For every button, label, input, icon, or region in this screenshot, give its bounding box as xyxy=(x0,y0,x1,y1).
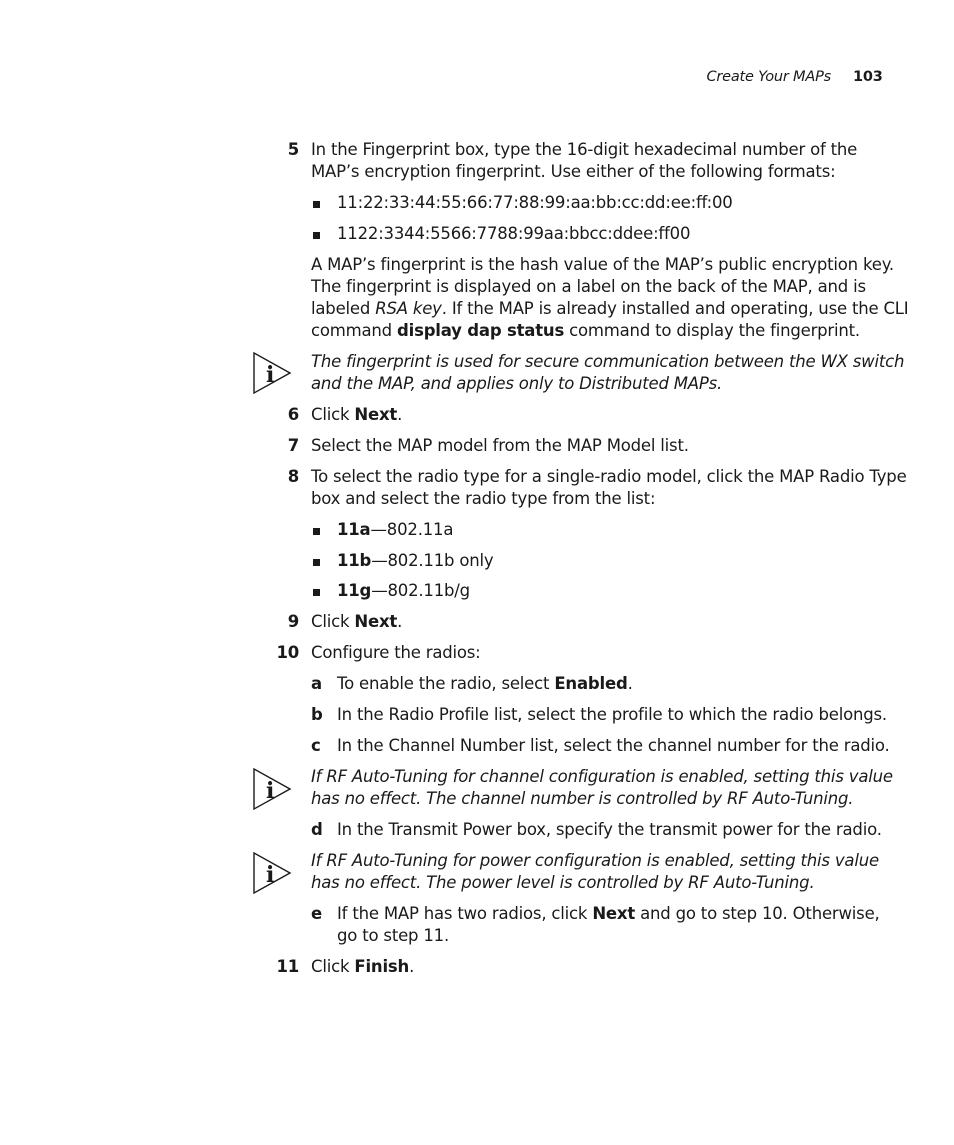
note3-line1: If RF Auto-Tuning for power configuration is enabled, setting this value xyxy=(311,851,879,870)
bullet xyxy=(313,201,320,208)
radio-option-11b: 11b—802.11b only xyxy=(337,551,494,570)
note2-line2: has no effect. The channel number is controlled by RF Auto-Tuning. xyxy=(311,789,854,808)
fingerprint-para-line4: command display dap status command to display the fingerprint. xyxy=(311,321,860,340)
substep-letter-d: d xyxy=(311,820,323,839)
note1-line2: and the MAP, and applies only to Distributed MAPs. xyxy=(311,374,723,393)
step-number-7: 7 xyxy=(287,436,299,455)
step5-line2: MAP’s encryption fingerprint. Use either of the following formats: xyxy=(311,162,836,181)
note3-line2: has no effect. The power level is controlled by RF Auto-Tuning. xyxy=(311,873,815,892)
step-number-8: 8 xyxy=(287,467,299,486)
substep-b-text: In the Radio Profile list, select the profile to which the radio belongs. xyxy=(337,705,887,724)
svg-text:i: i xyxy=(266,362,275,388)
bullet xyxy=(313,232,320,239)
substep-letter-a: a xyxy=(311,674,322,693)
substep-letter-b: b xyxy=(311,705,323,724)
svg-text:i: i xyxy=(266,778,275,804)
format-item-1: 11:22:33:44:55:66:77:88:99:aa:bb:cc:dd:ee:ff:00 xyxy=(337,193,733,212)
substep-letter-c: c xyxy=(311,736,321,755)
info-note-icon xyxy=(252,852,292,894)
fingerprint-para-line3: labeled RSA key. If the MAP is already installed and operating, use the CLI xyxy=(311,299,909,318)
step6-text: Click Next. xyxy=(311,405,403,424)
step-number-9: 9 xyxy=(287,612,299,631)
page-number: 103 xyxy=(853,69,883,85)
step-number-6: 6 xyxy=(287,405,299,424)
step7-text: Select the MAP model from the MAP Model list. xyxy=(311,436,689,455)
radio-option-11a: 11a—802.11a xyxy=(337,520,454,539)
substep-c-text: In the Channel Number list, select the channel number for the radio. xyxy=(337,736,890,755)
step8-line2: box and select the radio type from the list: xyxy=(311,489,656,508)
substep-a-text: To enable the radio, select Enabled. xyxy=(337,674,633,693)
fingerprint-para-line2: The fingerprint is displayed on a label on the back of the MAP, and is xyxy=(311,277,866,296)
bullet xyxy=(313,589,320,596)
format-item-2: 1122:3344:5566:7788:99aa:bbcc:ddee:ff00 xyxy=(337,224,691,243)
fingerprint-para-line1: A MAP’s fingerprint is the hash value of the MAP’s public encryption key. xyxy=(311,255,894,274)
step5-line1: In the Fingerprint box, type the 16-digit hexadecimal number of the xyxy=(311,140,858,159)
substep-d-text: In the Transmit Power box, specify the transmit power for the radio. xyxy=(337,820,882,839)
note1-line1: The fingerprint is used for secure communication between the WX switch xyxy=(311,352,905,371)
bullet xyxy=(313,528,320,535)
substep-letter-e: e xyxy=(311,904,322,923)
substep-e-line2: go to step 11. xyxy=(337,926,449,945)
note2-line1: If RF Auto-Tuning for channel configuration is enabled, setting this value xyxy=(311,767,893,786)
bullet xyxy=(313,559,320,566)
svg-text:i: i xyxy=(266,862,275,888)
step11-text: Click Finish. xyxy=(311,957,415,976)
step-number-5: 5 xyxy=(287,140,299,159)
info-note-icon xyxy=(252,768,292,810)
step9-text: Click Next. xyxy=(311,612,403,631)
step10-text: Configure the radios: xyxy=(311,643,481,662)
radio-option-11g: 11g—802.11b/g xyxy=(337,581,470,600)
step8-line1: To select the radio type for a single-radio model, click the MAP Radio Type xyxy=(311,467,907,486)
step-number-10: 10 xyxy=(276,643,299,662)
substep-e-line1: If the MAP has two radios, click Next and go to step 10. Otherwise, xyxy=(337,904,880,923)
step-number-11: 11 xyxy=(276,957,299,976)
info-note-icon xyxy=(252,352,292,394)
running-header-title: Create Your MAPs xyxy=(706,69,831,85)
